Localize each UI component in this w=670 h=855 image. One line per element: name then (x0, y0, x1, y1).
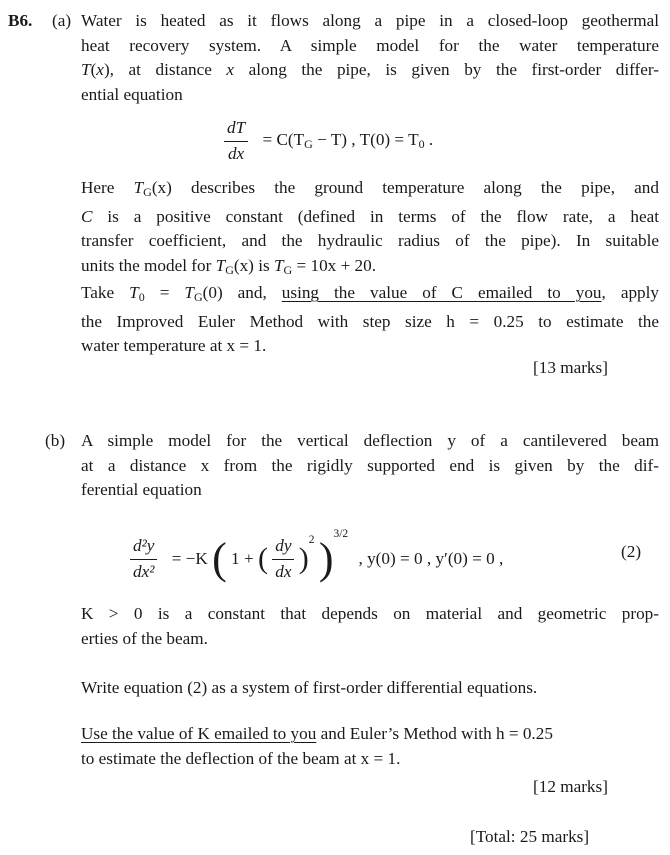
equation-a (224, 116, 433, 166)
part-b-use (81, 722, 661, 771)
emailed-k-underline: Use the value of K emailed to you (81, 724, 317, 743)
total-marks: [Total: 25 marks] (470, 827, 590, 846)
equation-b-inner-denominator: dx (272, 559, 294, 585)
equation-b-inner-numerator: dy (275, 535, 292, 555)
equation-b-inner-right-paren: ) (298, 542, 309, 576)
part-a-label: (a) (52, 11, 72, 30)
emailed-c-underline: using the value of C emailed to you (281, 283, 602, 302)
part-a-intro-line-4: ential equation (81, 84, 183, 104)
part-a-here-line-3: transfer coefficient, and the hydraulic radius of the pipe). In suitable (81, 231, 659, 251)
equation-b-square: 2 (308, 534, 315, 546)
part-a-intro-line-1: Water is heated as it flows along a pipe in a closed-loop geothermal (81, 11, 659, 30)
part-a-here-line-1: Here $T_G(x)$ describes the ground temperature along the pipe, and (81, 178, 659, 199)
part-a-take (81, 281, 659, 359)
equation-b-power: 3/2 (333, 528, 349, 540)
part-b-use-line-2: to estimate the deflection of the beam at x = 1. (81, 748, 401, 768)
part-b-use-line-1: Use the value of K emailed to you and Euler’s Method with h = 0.25 (81, 724, 553, 743)
part-b-intro-line-1: A simple model for the vertical deflection y of a cantilevered beam (81, 431, 659, 450)
part-a-here-line-4: units the model for $T_G(x)$ is $T_G = 10x + 20$. (81, 255, 377, 277)
part-a-take-line-3: water temperature at x = 1. (81, 336, 267, 356)
equation-b-fraction (130, 534, 157, 584)
equation-b (130, 522, 503, 584)
equation-b-numerator: d²y (133, 535, 155, 555)
part-a-intro-line-3: T(x), at distance x along the pipe, is given by the first-order differ- (81, 60, 659, 80)
equation-b-right-paren: ) (318, 534, 334, 584)
part-b-label: (b) (45, 431, 66, 450)
part-b-marks: [12 marks] (533, 777, 608, 796)
equation-b-minus-k: = −K (171, 548, 208, 568)
equation-a-numerator: dT (227, 118, 246, 137)
part-b-write (81, 676, 661, 701)
part-a-here (81, 176, 659, 282)
equation-a-rhs: = $C(T_G - T)$ , $T(0) = T_0$ . (262, 130, 434, 152)
equation-b-denominator: dx² (130, 559, 157, 585)
part-a-marks: [13 marks] (533, 358, 608, 377)
part-a-intro (81, 9, 659, 107)
equation-a-fraction (224, 116, 248, 166)
part-b-intro (81, 429, 659, 503)
equation-b-conditions: , y(0) = 0 , y′(0) = 0 , (358, 548, 504, 568)
equation-b-inner-fraction (272, 534, 294, 584)
part-b-write-line: Write equation (2) as a system of first-order differential equations. (81, 678, 538, 697)
part-b-k-line-2: erties of the beam. (81, 628, 208, 648)
equation-b-one-plus: 1 + (231, 548, 254, 568)
part-b-k-line-1: K > 0 is a constant that depends on material and geometric prop- (81, 604, 659, 623)
part-b-k (81, 602, 659, 651)
equation-b-inner-left-paren: ( (257, 542, 268, 576)
part-a-intro-line-2: heat recovery system. A simple model for the water temperature (81, 35, 659, 55)
question-number: B6. (8, 11, 33, 30)
part-a-here-line-2: C is a positive constant (defined in terms of the flow rate, a heat (81, 206, 659, 226)
part-b-intro-line-2: at a distance x from the rigidly supported end is given by the dif- (81, 455, 659, 475)
part-b-intro-line-3: ferential equation (81, 480, 202, 500)
equation-b-label: (2) (621, 542, 642, 561)
part-a-take-line-2: the Improved Euler Method with step size h = 0.25 to estimate the (81, 311, 659, 331)
equation-a-denominator: dx (224, 141, 248, 167)
part-a-take-line-1: Take $T_0 = T_G(0)$ and, using the value of C emailed to you, apply (81, 283, 660, 304)
equation-b-left-paren: ( (212, 534, 227, 584)
